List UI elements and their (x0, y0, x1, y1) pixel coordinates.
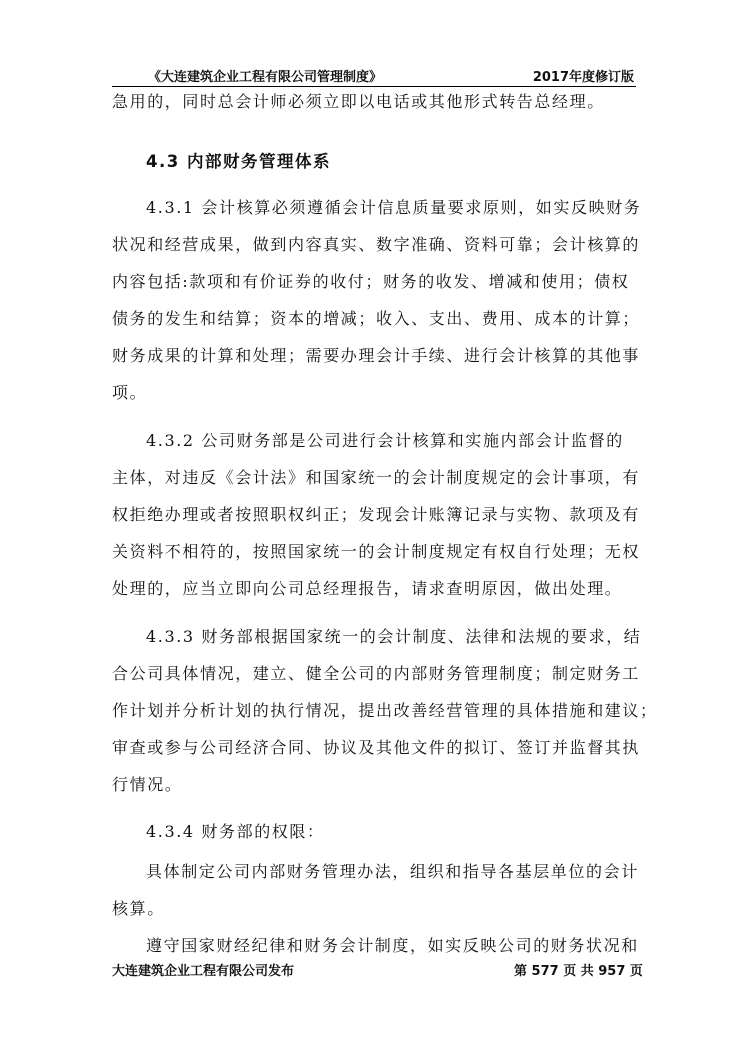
paragraph-line: 急用的，同时总会计师必须立即以电话或其他形式转告总经理。 (112, 92, 605, 111)
paragraph-line: 4.3.2 公司财务部是公司进行会计核算和实施内部会计监督的 (146, 431, 624, 450)
document-title: 《大连建筑企业工程有限公司管理制度》 (148, 70, 383, 85)
section-heading: 4.3 内部财务管理体系 (146, 152, 331, 171)
paragraph-line: 权拒绝办理或者按照职权纠正；发现会计账簿记录与实物、款项及有 (112, 505, 641, 524)
paragraph-line: 合公司具体情况，建立、健全公司的内部财务管理制度；制定财务工 (112, 664, 641, 683)
paragraph-line: 项。 (112, 383, 148, 402)
footer-publisher: 大连建筑企业工程有限公司发布 (112, 964, 295, 979)
page-number: 第 577 页 共 957 页 (514, 964, 643, 979)
paragraph-line: 处理的，应当立即向公司总经理报告，请求查明原因，做出处理。 (112, 579, 623, 598)
paragraph-line: 4.3.3 财务部根据国家统一的会计制度、法律和法规的要求，结 (146, 627, 642, 646)
paragraph-line: 财务成果的计算和处理；需要办理会计手续、进行会计核算的其他事 (112, 346, 641, 365)
paragraph-line: 核算。 (112, 899, 165, 918)
paragraph-line: 内容包括:款项和有价证券的收付；财务的收发、增减和使用；债权 (112, 272, 630, 291)
paragraph-line: 具体制定公司内部财务管理办法，组织和指导各基层单位的会计 (146, 862, 639, 881)
paragraph-line: 主体，对违反《会计法》和国家统一的会计制度规定的会计事项，有 (112, 468, 641, 487)
page-header (112, 64, 636, 87)
paragraph-line: 状况和经营成果，做到内容真实、数字准确、资料可靠；会计核算的 (112, 235, 641, 254)
paragraph-line: 审查或参与公司经济合同、协议及其他文件的拟订、签订并监督其执 (112, 738, 641, 757)
edition-label: 2017年度修订版 (532, 70, 634, 85)
paragraph-line: 债务的发生和结算；资本的增减；收入、支出、费用、成本的计算； (112, 309, 641, 328)
paragraph-line: 作计划并分析计划的执行情况，提出改善经营管理的具体措施和建议； (112, 701, 658, 720)
paragraph-line: 遵守国家财经纪律和财务会计制度，如实反映公司的财务状况和 (146, 936, 639, 955)
paragraph-line: 4.3.1 会计核算必须遵循会计信息质量要求原则，如实反映财务 (146, 198, 642, 217)
paragraph-line: 4.3.4 财务部的权限： (146, 822, 325, 841)
paragraph-line: 行情况。 (112, 775, 183, 794)
paragraph-line: 关资料不相符的，按照国家统一的会计制度规定有权自行处理；无权 (112, 542, 641, 561)
